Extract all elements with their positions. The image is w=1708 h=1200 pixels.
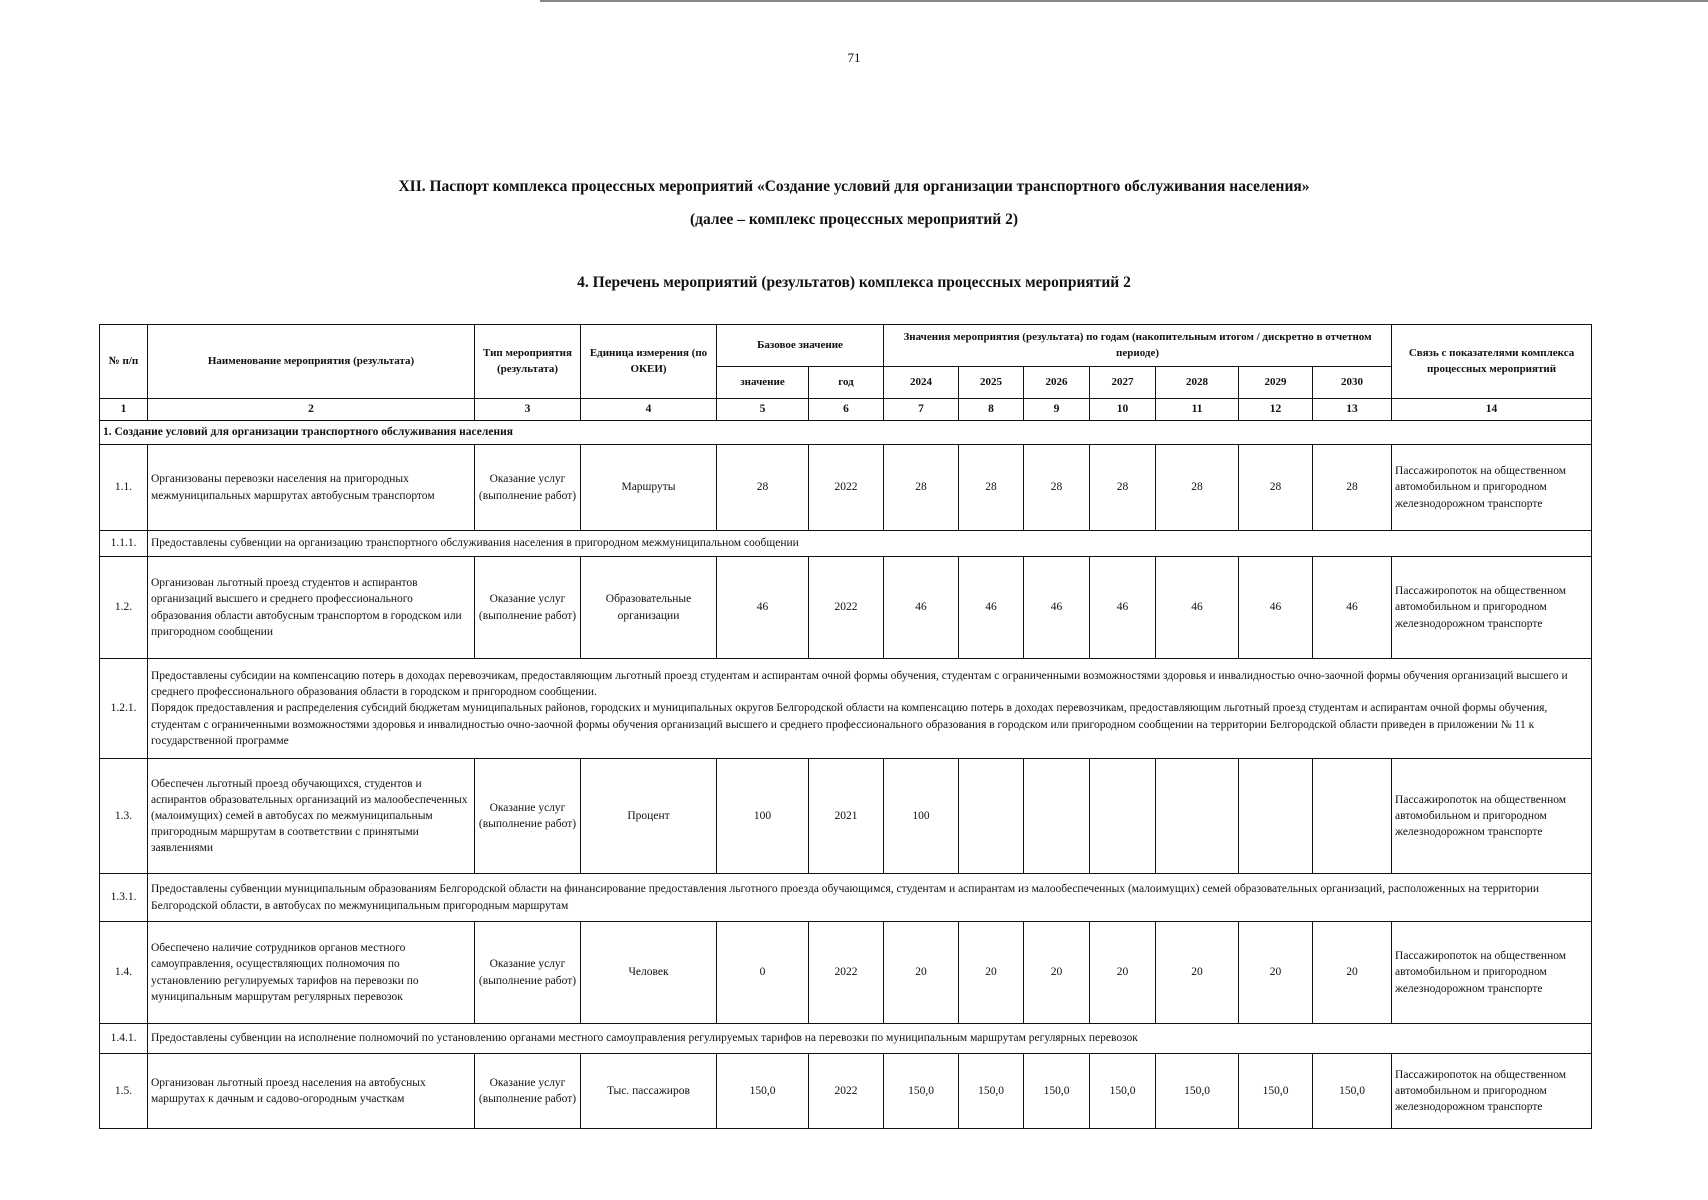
row-year-value: 46 — [1024, 557, 1090, 659]
header-unit: Единица измерения (по ОКЕИ) — [581, 325, 717, 399]
row-year-value: 20 — [959, 922, 1024, 1024]
header-type: Тип мероприятия (результата) — [475, 325, 581, 399]
col-number: 6 — [809, 399, 884, 421]
row-unit: Процент — [581, 759, 717, 874]
col-number: 2 — [148, 399, 475, 421]
row-year-value: 28 — [1313, 445, 1392, 531]
row-year-value: 28 — [1239, 445, 1313, 531]
row-base-year: 2022 — [809, 922, 884, 1024]
row-year-value: 150,0 — [1024, 1054, 1090, 1129]
row-year-value: 150,0 — [1090, 1054, 1156, 1129]
document-title: XII. Паспорт комплекса процессных мероприятий «Создание условий для организации транспортного обслуживания населения» — [398, 178, 1310, 195]
header-row — [100, 325, 1592, 367]
subrow-num: 1.1.1. — [100, 531, 148, 557]
row-unit: Тыс. пассажиров — [581, 1054, 717, 1129]
header-base: Базовое значение — [717, 325, 884, 367]
row-link: Пассажиропоток на общественном автомобильном и пригородном железнодорожном транспорте — [1392, 759, 1592, 874]
subrow-num: 1.3.1. — [100, 874, 148, 922]
section-row — [100, 421, 1592, 445]
subrow-text: Предоставлены субвенции на исполнение полномочий по установлению органами местного самоуправления регулируемых тарифов на перевозки по муниципальным маршрутам регулярных перевозок — [148, 1024, 1592, 1054]
header-year: 2024 — [884, 367, 959, 399]
subrow-text-procedure: Порядок предоставления и распределения субсидий бюджетам муниципальных районов, городских и муниципальных округов Белгородской области на компенсацию потерь в доходах перевозчикам, предоставляющим льготный проезд студентам и аспирантам очной формы обучения, студентам с ограниченными возможностями здоровья и инвалидностью очно-заочной формы обучения организаций высшего и среднего профессионального образования в городском или пригородном сообщении на территории Белгородской области приведен в приложении № 11 к государственной программе — [151, 702, 1548, 747]
row-year-value — [1239, 759, 1313, 874]
table-row — [100, 922, 1592, 1024]
row-year-value: 150,0 — [1313, 1054, 1392, 1129]
table-subrow — [100, 531, 1592, 557]
subrow-num: 1.2.1. — [100, 659, 148, 759]
table-subrow — [100, 659, 1592, 759]
column-numbers-row — [100, 399, 1592, 421]
row-type: Оказание услуг (выполнение работ) — [475, 922, 581, 1024]
header-year: 2028 — [1156, 367, 1239, 399]
row-year-value: 150,0 — [1239, 1054, 1313, 1129]
col-number: 9 — [1024, 399, 1090, 421]
row-base-value: 46 — [717, 557, 809, 659]
row-year-value: 20 — [1024, 922, 1090, 1024]
header-base-value: значение — [717, 367, 809, 399]
row-year-value — [1090, 759, 1156, 874]
row-base-value: 0 — [717, 922, 809, 1024]
row-link: Пассажиропоток на общественном автомобильном и пригородном железнодорожном транспорте — [1392, 922, 1592, 1024]
section-label: 1. Создание условий для организации транспортного обслуживания населения — [100, 421, 1592, 445]
header-year: 2025 — [959, 367, 1024, 399]
row-unit: Образовательные организации — [581, 557, 717, 659]
row-base-year: 2022 — [809, 557, 884, 659]
row-year-value: 28 — [884, 445, 959, 531]
top-border-line — [540, 0, 1708, 2]
row-base-year: 2022 — [809, 445, 884, 531]
col-number: 3 — [475, 399, 581, 421]
row-year-value: 20 — [884, 922, 959, 1024]
subrow-text: Предоставлены субсидии на компенсацию потерь в доходах перевозчикам, предоставляющим льготный проезд студентам и аспирантам очной формы обучения, студентам с ограниченными возможностями здоровья и инвалидностью очно-заочной формы обучения организаций высшего и среднего профессионального образования области в городском и пригородном сообщении. — [151, 670, 1568, 699]
table-row — [100, 445, 1592, 531]
document-subtitle: (далее – комплекс процессных мероприятий 2) — [689, 211, 1019, 228]
col-number: 7 — [884, 399, 959, 421]
col-number: 1 — [100, 399, 148, 421]
row-base-year: 2022 — [809, 1054, 884, 1129]
row-base-value: 150,0 — [717, 1054, 809, 1129]
col-number: 12 — [1239, 399, 1313, 421]
row-year-value: 150,0 — [959, 1054, 1024, 1129]
table-row — [100, 759, 1592, 874]
col-number: 4 — [581, 399, 717, 421]
row-link: Пассажиропоток на общественном автомобильном и пригородном железнодорожном транспорте — [1392, 445, 1592, 531]
row-year-value: 150,0 — [884, 1054, 959, 1129]
subrow-text: Предоставлены субвенции на организацию транспортного обслуживания населения в пригородном межмуниципальном сообщении — [148, 531, 1592, 557]
row-year-value: 20 — [1156, 922, 1239, 1024]
row-year-value — [1156, 759, 1239, 874]
row-year-value: 20 — [1239, 922, 1313, 1024]
col-number: 11 — [1156, 399, 1239, 421]
row-name: Обеспечен льготный проезд обучающихся, студентов и аспирантов образовательных организаций из малообеспеченных (малоимущих) семей в автобусах по межмуниципальным пригородным маршрутам в соответствии с принятыми заявлениями — [148, 759, 475, 874]
row-type: Оказание услуг (выполнение работ) — [475, 557, 581, 659]
row-name: Организованы перевозки населения на пригородных межмуниципальных маршрутах автобусным транспортом — [148, 445, 475, 531]
row-type: Оказание услуг (выполнение работ) — [475, 445, 581, 531]
col-number: 14 — [1392, 399, 1592, 421]
header-base-year: год — [809, 367, 884, 399]
row-num: 1.2. — [100, 557, 148, 659]
row-year-value: 28 — [1156, 445, 1239, 531]
row-base-value: 28 — [717, 445, 809, 531]
row-unit: Человек — [581, 922, 717, 1024]
row-num: 1.3. — [100, 759, 148, 874]
row-num: 1.5. — [100, 1054, 148, 1129]
header-year: 2026 — [1024, 367, 1090, 399]
table-subrow — [100, 1024, 1592, 1054]
row-year-value — [1024, 759, 1090, 874]
row-year-value: 150,0 — [1156, 1054, 1239, 1129]
row-year-value: 28 — [959, 445, 1024, 531]
row-num: 1.1. — [100, 445, 148, 531]
row-type: Оказание услуг (выполнение работ) — [475, 759, 581, 874]
header-year: 2029 — [1239, 367, 1313, 399]
row-name: Организован льготный проезд населения на автобусных маршрутах к дачным и садово-огородным участкам — [148, 1054, 475, 1129]
row-year-value: 46 — [884, 557, 959, 659]
row-name: Обеспечено наличие сотрудников органов местного самоуправления, осуществляющих полномочия по установлению регулируемых тарифов на перевозки по муниципальным маршрутам регулярных перевозок — [148, 922, 475, 1024]
col-number: 10 — [1090, 399, 1156, 421]
row-year-value: 46 — [959, 557, 1024, 659]
row-year-value — [959, 759, 1024, 874]
row-num: 1.4. — [100, 922, 148, 1024]
subrow-num: 1.4.1. — [100, 1024, 148, 1054]
subrow-text: Предоставлены субвенции муниципальным образованиям Белгородской области на финансирование предоставления льготного проезда обучающимся, студентам и аспирантам из малообеспеченных (малоимущих) семей образовательных организаций, расположенных на территории Белгородской области, в автобусах по межмуниципальным пригородным маршрутам — [148, 874, 1592, 922]
row-year-value: 28 — [1024, 445, 1090, 531]
table-row — [100, 1054, 1592, 1129]
section-title: 4. Перечень мероприятий (результатов) комплекса процессных мероприятий 2 — [577, 274, 1131, 291]
row-year-value: 20 — [1090, 922, 1156, 1024]
measures-table — [99, 324, 1592, 1129]
row-link: Пассажиропоток на общественном автомобильном и пригородном железнодорожном транспорте — [1392, 1054, 1592, 1129]
col-number: 8 — [959, 399, 1024, 421]
row-base-year: 2021 — [809, 759, 884, 874]
col-number: 13 — [1313, 399, 1392, 421]
header-link: Связь с показателями комплекса процессных мероприятий — [1392, 325, 1592, 399]
header-num: № п/п — [100, 325, 148, 399]
table-row — [100, 557, 1592, 659]
page-number: 71 — [847, 50, 861, 65]
header-name: Наименование мероприятия (результата) — [148, 325, 475, 399]
row-base-value: 100 — [717, 759, 809, 874]
col-number: 5 — [717, 399, 809, 421]
row-year-value: 46 — [1313, 557, 1392, 659]
row-year-value — [1313, 759, 1392, 874]
table-subrow — [100, 874, 1592, 922]
row-name: Организован льготный проезд студентов и аспирантов организаций высшего и среднего профессионального образования области автобусным транспортом в городском или пригородном сообщении — [148, 557, 475, 659]
row-year-value: 100 — [884, 759, 959, 874]
subrow-text-block — [148, 659, 1592, 759]
header-years-group: Значения мероприятия (результата) по годам (накопительным итогом / дискретно в отчетном периоде) — [884, 325, 1392, 367]
row-year-value: 28 — [1090, 445, 1156, 531]
row-year-value: 46 — [1156, 557, 1239, 659]
row-type: Оказание услуг (выполнение работ) — [475, 1054, 581, 1129]
row-year-value: 46 — [1090, 557, 1156, 659]
row-year-value: 46 — [1239, 557, 1313, 659]
header-year: 2030 — [1313, 367, 1392, 399]
row-unit: Маршруты — [581, 445, 717, 531]
row-link: Пассажиропоток на общественном автомобильном и пригородном железнодорожном транспорте — [1392, 557, 1592, 659]
row-year-value: 20 — [1313, 922, 1392, 1024]
header-year: 2027 — [1090, 367, 1156, 399]
